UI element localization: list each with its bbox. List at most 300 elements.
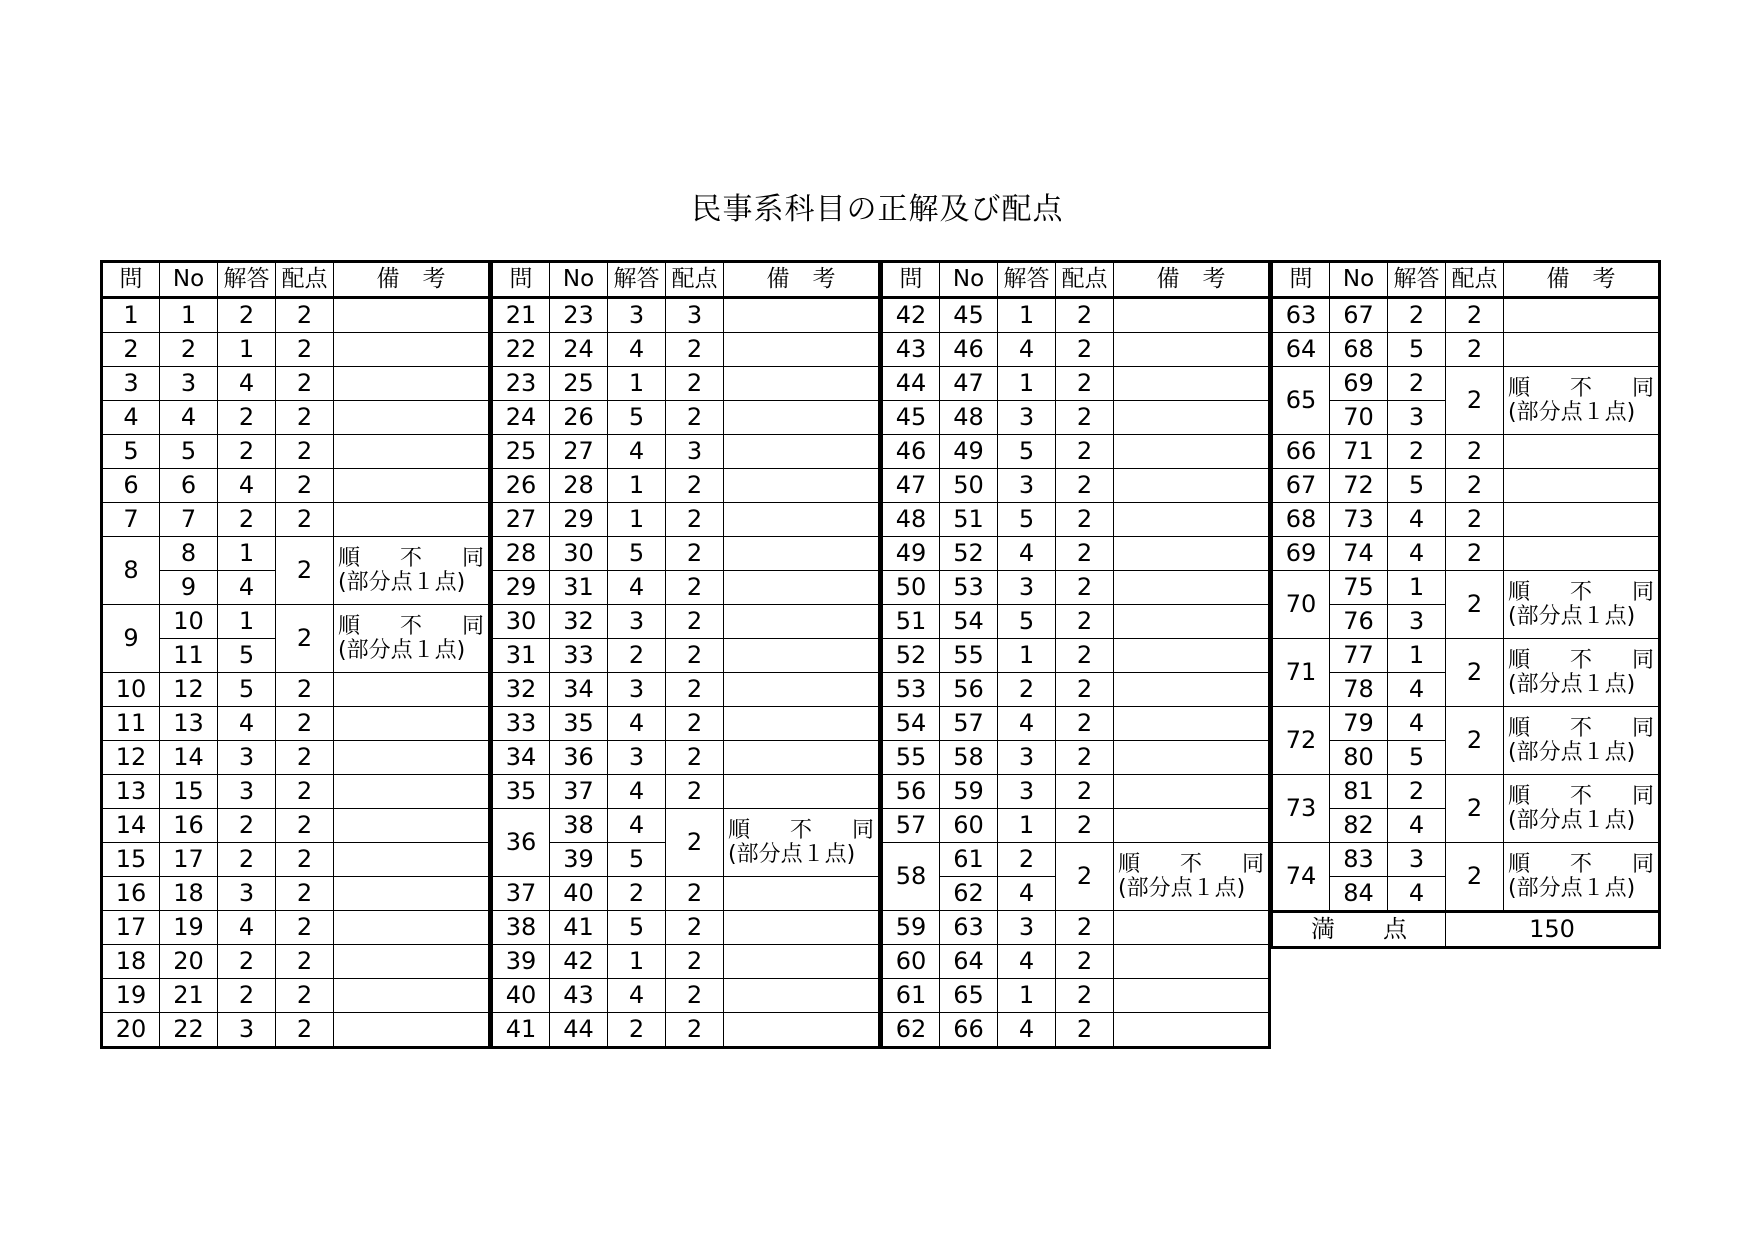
- answer-value: 4: [608, 333, 666, 367]
- points: 2: [276, 503, 334, 537]
- points: 2: [1056, 1013, 1114, 1048]
- header-points: 配点: [1446, 262, 1504, 298]
- remarks: [724, 979, 880, 1013]
- answer-value: 5: [608, 911, 666, 945]
- remark-char: 順: [338, 546, 361, 572]
- answer-value: 1: [998, 809, 1056, 843]
- answer-no: 12: [160, 673, 218, 707]
- remarks: [724, 945, 880, 979]
- answer-value: 4: [1388, 809, 1446, 843]
- question-number: 50: [882, 571, 940, 605]
- answer-no: 10: [160, 605, 218, 639]
- question-number: 6: [102, 469, 160, 503]
- points: 2: [1446, 503, 1504, 537]
- question-number: 56: [882, 775, 940, 809]
- table-row: [492, 469, 880, 503]
- question-number: 64: [1272, 333, 1330, 367]
- remark-order-free: [1508, 785, 1658, 808]
- remark-partial-credit: (部分点１点): [728, 841, 856, 867]
- question-number: 22: [492, 333, 550, 367]
- points: 2: [666, 673, 724, 707]
- question-number: 42: [882, 298, 940, 333]
- answer-value: 2: [608, 1013, 666, 1048]
- question-number: 44: [882, 367, 940, 401]
- question-number: 61: [882, 979, 940, 1013]
- remark-char: 不: [1569, 852, 1592, 878]
- answer-value: 5: [1388, 741, 1446, 775]
- remarks: [334, 945, 490, 979]
- table-row: [882, 979, 1270, 1013]
- points: 2: [1056, 571, 1114, 605]
- answer-value: 1: [608, 945, 666, 979]
- answer-value: 5: [1388, 333, 1446, 367]
- answer-value: 1: [1388, 571, 1446, 605]
- header-no: No: [550, 262, 608, 298]
- remark-partial-credit: (部分点１点): [338, 569, 466, 595]
- answer-value: 3: [218, 877, 276, 911]
- remark-char: 同: [851, 818, 874, 844]
- question-number: 20: [102, 1013, 160, 1048]
- answer-value: 3: [1388, 843, 1446, 877]
- answer-no: 59: [940, 775, 998, 809]
- table-row: [882, 809, 1270, 843]
- header-no: No: [160, 262, 218, 298]
- answer-value: 2: [1388, 367, 1446, 401]
- header-points: 配点: [1056, 262, 1114, 298]
- answer-value: 3: [218, 1013, 276, 1048]
- table-row: [1272, 435, 1660, 469]
- table-row: [102, 979, 490, 1013]
- points: 2: [666, 945, 724, 979]
- remarks: [334, 605, 490, 673]
- answer-value: 3: [218, 741, 276, 775]
- points: 2: [1056, 333, 1114, 367]
- answer-no: 67: [1330, 298, 1388, 333]
- question-number: 25: [492, 435, 550, 469]
- remarks: [724, 639, 880, 673]
- header-row: [102, 262, 490, 298]
- table-row: [882, 639, 1270, 673]
- points: 2: [1056, 979, 1114, 1013]
- answer-value: 4: [998, 707, 1056, 741]
- question-number: 55: [882, 741, 940, 775]
- table-row: [492, 639, 880, 673]
- table-row: [492, 537, 880, 571]
- answer-value: 1: [998, 298, 1056, 333]
- answer-value: 2: [218, 298, 276, 333]
- points: 2: [1446, 537, 1504, 571]
- answer-no: 20: [160, 945, 218, 979]
- points: 2: [1446, 367, 1504, 435]
- table-row: [1272, 367, 1660, 401]
- points: 2: [276, 979, 334, 1013]
- answer-no: 5: [160, 435, 218, 469]
- question-number: 51: [882, 605, 940, 639]
- points: 2: [666, 911, 724, 945]
- points: 2: [1056, 741, 1114, 775]
- question-number: 32: [492, 673, 550, 707]
- points: 2: [276, 945, 334, 979]
- points: 2: [276, 435, 334, 469]
- points: 2: [276, 605, 334, 673]
- answer-no: 31: [550, 571, 608, 605]
- answer-value: 1: [1388, 639, 1446, 673]
- table-row: [882, 945, 1270, 979]
- remarks: [1114, 843, 1270, 911]
- remarks: [724, 537, 880, 571]
- answer-no: 17: [160, 843, 218, 877]
- points: 2: [666, 639, 724, 673]
- remarks: [1504, 571, 1660, 639]
- answer-no: 3: [160, 367, 218, 401]
- answer-value: 1: [608, 503, 666, 537]
- points: 2: [1056, 707, 1114, 741]
- points: 2: [1056, 401, 1114, 435]
- question-number: 10: [102, 673, 160, 707]
- table-row: [102, 945, 490, 979]
- question-number: 73: [1272, 775, 1330, 843]
- points: 2: [1056, 945, 1114, 979]
- table-row: [882, 911, 1270, 945]
- points: 2: [1056, 911, 1114, 945]
- remarks: [1114, 298, 1270, 333]
- remarks: [1114, 571, 1270, 605]
- table-row: [102, 333, 490, 367]
- question-number: 41: [492, 1013, 550, 1048]
- remark-char: 同: [1631, 784, 1654, 810]
- answer-no: 75: [1330, 571, 1388, 605]
- answer-value: 5: [608, 843, 666, 877]
- remarks: [1504, 298, 1660, 333]
- table-row: [492, 571, 880, 605]
- answer-no: 46: [940, 333, 998, 367]
- table-row: [102, 435, 490, 469]
- score-table-block-4: [1270, 260, 1661, 949]
- points: 2: [276, 333, 334, 367]
- remarks: [724, 503, 880, 537]
- answer-value: 2: [218, 503, 276, 537]
- remarks: [724, 605, 880, 639]
- answer-value: 2: [608, 639, 666, 673]
- remark-char: 順: [1508, 852, 1531, 878]
- remarks: [1504, 435, 1660, 469]
- remarks: [724, 435, 880, 469]
- remarks: [334, 503, 490, 537]
- answer-no: 76: [1330, 605, 1388, 639]
- remarks: [724, 1013, 880, 1048]
- points: 2: [1056, 298, 1114, 333]
- answer-value: 4: [608, 775, 666, 809]
- answer-no: 70: [1330, 401, 1388, 435]
- answer-no: 52: [940, 537, 998, 571]
- table-row: [102, 1013, 490, 1048]
- answer-value: 2: [1388, 775, 1446, 809]
- question-number: 15: [102, 843, 160, 877]
- remarks: [334, 298, 490, 333]
- answer-no: 24: [550, 333, 608, 367]
- remark-partial-credit: (部分点１点): [1508, 603, 1636, 629]
- answer-value: 3: [998, 571, 1056, 605]
- remark-char: 不: [1569, 648, 1592, 674]
- answer-no: 50: [940, 469, 998, 503]
- answer-value: 2: [1388, 435, 1446, 469]
- points: 2: [1446, 435, 1504, 469]
- answer-value: 2: [218, 401, 276, 435]
- table-row: [102, 911, 490, 945]
- points: 2: [666, 707, 724, 741]
- remark-order-free: [1508, 717, 1658, 740]
- header-question: 問: [492, 262, 550, 298]
- table-row: [102, 707, 490, 741]
- answer-value: 4: [218, 367, 276, 401]
- table-row: [882, 571, 1270, 605]
- points: 2: [276, 537, 334, 605]
- points: 2: [276, 911, 334, 945]
- answer-no: 2: [160, 333, 218, 367]
- points: 2: [1056, 469, 1114, 503]
- remarks: [334, 469, 490, 503]
- remark-order-free: [1508, 853, 1658, 876]
- table-row: [882, 673, 1270, 707]
- table-row: [492, 979, 880, 1013]
- remark-char: 同: [1241, 852, 1264, 878]
- question-number: 13: [102, 775, 160, 809]
- question-number: 46: [882, 435, 940, 469]
- remarks: [1114, 741, 1270, 775]
- answer-no: 13: [160, 707, 218, 741]
- remarks: [724, 775, 880, 809]
- answer-value: 5: [1388, 469, 1446, 503]
- table-row: [882, 537, 1270, 571]
- remark-char: 順: [1508, 580, 1531, 606]
- header-remarks: 備 考: [724, 262, 880, 298]
- table-row: [492, 911, 880, 945]
- answer-no: 25: [550, 367, 608, 401]
- question-number: 74: [1272, 843, 1330, 912]
- answer-value: 3: [218, 775, 276, 809]
- remark-order-free: [338, 547, 488, 570]
- table-row: [1272, 571, 1660, 605]
- remark-partial-credit: (部分点１点): [1508, 875, 1636, 901]
- answer-value: 4: [1388, 877, 1446, 912]
- table-row: [102, 298, 490, 333]
- remarks: [724, 401, 880, 435]
- remark-char: 不: [789, 818, 812, 844]
- points: 2: [666, 571, 724, 605]
- answer-no: 48: [940, 401, 998, 435]
- remark-char: 順: [728, 818, 751, 844]
- question-number: 33: [492, 707, 550, 741]
- answer-no: 23: [550, 298, 608, 333]
- remark-char: 不: [399, 546, 422, 572]
- answer-no: 28: [550, 469, 608, 503]
- question-number: 28: [492, 537, 550, 571]
- remark-char: 不: [1569, 376, 1592, 402]
- answer-value: 1: [218, 537, 276, 571]
- remark-order-free: [1118, 853, 1268, 876]
- remarks: [724, 469, 880, 503]
- answer-no: 81: [1330, 775, 1388, 809]
- answer-no: 19: [160, 911, 218, 945]
- question-number: 31: [492, 639, 550, 673]
- remarks: [334, 367, 490, 401]
- header-points: 配点: [666, 262, 724, 298]
- remark-char: 順: [1508, 784, 1531, 810]
- remark-char: 順: [1118, 852, 1141, 878]
- remarks: [334, 877, 490, 911]
- remark-char: 順: [1508, 648, 1531, 674]
- header-no: No: [940, 262, 998, 298]
- question-number: 19: [102, 979, 160, 1013]
- answer-no: 7: [160, 503, 218, 537]
- remarks: [724, 571, 880, 605]
- remark-char: 不: [1569, 716, 1592, 742]
- answer-value: 5: [608, 537, 666, 571]
- table-row: [492, 298, 880, 333]
- question-number: 16: [102, 877, 160, 911]
- answer-no: 77: [1330, 639, 1388, 673]
- remarks: [334, 741, 490, 775]
- points: 2: [276, 1013, 334, 1048]
- table-row: [492, 945, 880, 979]
- remark-partial-credit: (部分点１点): [1118, 875, 1246, 901]
- answer-no: 35: [550, 707, 608, 741]
- table-row: [1272, 298, 1660, 333]
- remarks: [1114, 503, 1270, 537]
- points: 2: [666, 469, 724, 503]
- answer-value: 1: [608, 367, 666, 401]
- answer-no: 57: [940, 707, 998, 741]
- remarks: [334, 979, 490, 1013]
- header-remarks: 備 考: [334, 262, 490, 298]
- remarks: [724, 741, 880, 775]
- header-no: No: [1330, 262, 1388, 298]
- table-row: [492, 401, 880, 435]
- question-number: 58: [882, 843, 940, 911]
- header-points: 配点: [276, 262, 334, 298]
- question-number: 11: [102, 707, 160, 741]
- table-row: [492, 741, 880, 775]
- answer-value: 4: [998, 877, 1056, 911]
- question-number: 62: [882, 1013, 940, 1048]
- question-number: 67: [1272, 469, 1330, 503]
- points: 2: [1446, 707, 1504, 775]
- answer-value: 2: [218, 809, 276, 843]
- answer-value: 2: [998, 673, 1056, 707]
- points: 2: [666, 877, 724, 911]
- question-number: 9: [102, 605, 160, 673]
- remark-char: 同: [461, 546, 484, 572]
- points: 2: [1056, 639, 1114, 673]
- question-number: 14: [102, 809, 160, 843]
- remark-char: 順: [1508, 716, 1531, 742]
- answer-value: 3: [998, 469, 1056, 503]
- remark-partial-credit: (部分点１点): [1508, 739, 1636, 765]
- table-row: [882, 605, 1270, 639]
- answer-no: 6: [160, 469, 218, 503]
- points: 2: [1056, 503, 1114, 537]
- answer-no: 15: [160, 775, 218, 809]
- question-number: 2: [102, 333, 160, 367]
- page-title: 民事系科目の正解及び配点: [691, 192, 1064, 227]
- table-row: [1272, 775, 1660, 809]
- question-number: 17: [102, 911, 160, 945]
- remarks: [1504, 707, 1660, 775]
- answer-value: 4: [998, 333, 1056, 367]
- answer-value: 3: [608, 298, 666, 333]
- remark-partial-credit: (部分点１点): [1508, 671, 1636, 697]
- points: 2: [1056, 809, 1114, 843]
- table-row: [102, 741, 490, 775]
- remarks: [1114, 639, 1270, 673]
- remark-char: 順: [1508, 376, 1531, 402]
- remarks: [724, 673, 880, 707]
- question-number: 47: [882, 469, 940, 503]
- answer-value: 5: [998, 605, 1056, 639]
- answer-no: 53: [940, 571, 998, 605]
- table-row: [882, 843, 1270, 877]
- answer-value: 5: [218, 639, 276, 673]
- table-row: [492, 775, 880, 809]
- remarks: [1114, 367, 1270, 401]
- remark-order-free: [728, 819, 878, 842]
- question-number: 4: [102, 401, 160, 435]
- answer-no: 42: [550, 945, 608, 979]
- question-number: 53: [882, 673, 940, 707]
- answer-value: 3: [1388, 401, 1446, 435]
- answer-value: 1: [998, 367, 1056, 401]
- answer-no: 73: [1330, 503, 1388, 537]
- answer-no: 38: [550, 809, 608, 843]
- answer-value: 1: [998, 979, 1056, 1013]
- remarks: [334, 537, 490, 605]
- remark-partial-credit: (部分点１点): [1508, 399, 1636, 425]
- points: 3: [666, 435, 724, 469]
- points: 2: [276, 673, 334, 707]
- answer-no: 84: [1330, 877, 1388, 912]
- table-row: [102, 809, 490, 843]
- points: 2: [666, 979, 724, 1013]
- points: 2: [666, 1013, 724, 1048]
- answer-no: 22: [160, 1013, 218, 1048]
- question-number: 60: [882, 945, 940, 979]
- points: 2: [1446, 298, 1504, 333]
- answer-no: 65: [940, 979, 998, 1013]
- answer-no: 36: [550, 741, 608, 775]
- remark-char: 不: [1569, 784, 1592, 810]
- points: 2: [666, 809, 724, 877]
- points: 2: [1446, 571, 1504, 639]
- answer-no: 16: [160, 809, 218, 843]
- question-number: 54: [882, 707, 940, 741]
- remark-char: 同: [1631, 580, 1654, 606]
- answer-no: 61: [940, 843, 998, 877]
- remarks: [1504, 367, 1660, 435]
- remarks: [1114, 673, 1270, 707]
- remarks: [334, 333, 490, 367]
- table-row: [492, 673, 880, 707]
- score-table-block-3: [880, 260, 1271, 1049]
- answer-value: 5: [218, 673, 276, 707]
- table-row: [492, 503, 880, 537]
- question-number: 70: [1272, 571, 1330, 639]
- remarks: [1504, 843, 1660, 912]
- remark-char: 不: [1179, 852, 1202, 878]
- header-question: 問: [882, 262, 940, 298]
- table-row: [882, 298, 1270, 333]
- remarks: [334, 673, 490, 707]
- question-number: 36: [492, 809, 550, 877]
